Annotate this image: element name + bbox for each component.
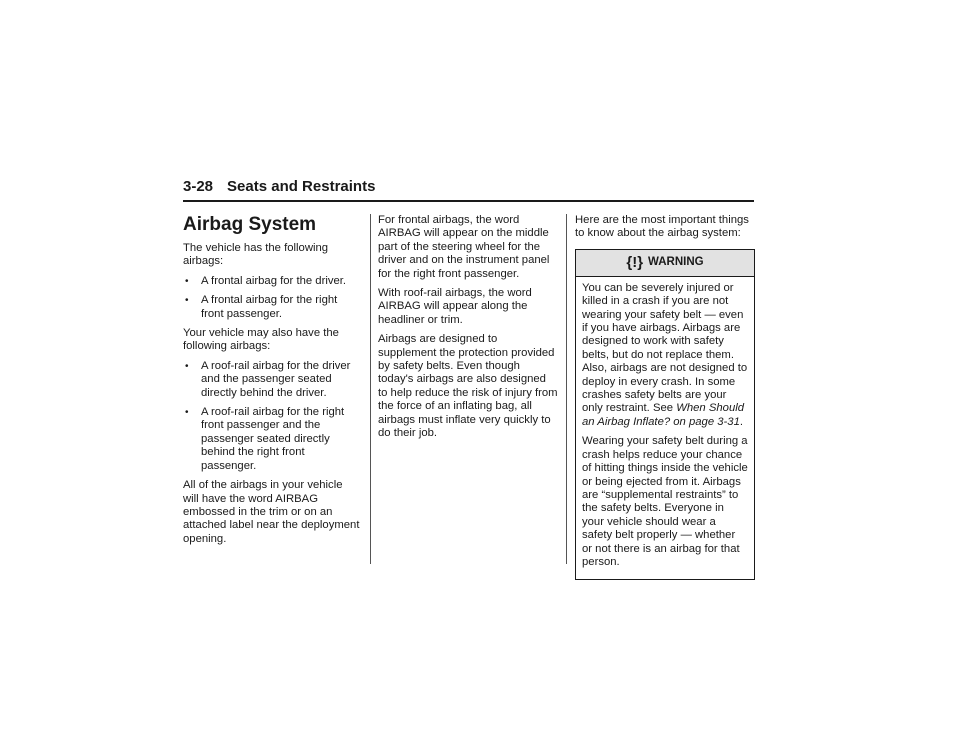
page-number: 3-28 bbox=[183, 178, 214, 195]
warning-paragraph: Wearing your safety belt during a crash helps reduce your chance of hitting things inside the vehicle or being ejected from it. Airbags are “supplemental restraints” to the safety belts. Everyone in your vehicle should wear a safety belt properly — whether or not there is an airbag for that person. bbox=[582, 435, 748, 568]
paragraph: Airbags are designed to supplement the protection provided by safety belts. Even though today's airbags are also designed to help reduce the risk of injury from the force of an inflating bag, all airbags must inflate very quickly to do their job. bbox=[378, 333, 558, 440]
column-divider-2 bbox=[566, 214, 567, 564]
warning-icon: {!} bbox=[626, 254, 644, 272]
list-item: • A frontal airbag for the right front passenger. bbox=[185, 294, 338, 320]
airbag-list bbox=[183, 275, 361, 321]
page-header bbox=[183, 178, 754, 202]
bullet-icon: • bbox=[185, 295, 189, 307]
column-3 bbox=[575, 214, 755, 580]
column-2 bbox=[378, 214, 558, 447]
closing-paragraph: All of the airbags in your vehicle will have the word AIRBAG embossed in the trim or on an attached label near the deployment opening. bbox=[183, 479, 360, 545]
list-item: • A frontal airbag for the driver. bbox=[185, 274, 347, 287]
intro-text: Here are the most important things to know about the airbag system: bbox=[575, 214, 749, 240]
warning-header bbox=[576, 250, 754, 277]
intro-text: The vehicle has the following airbags: bbox=[183, 242, 329, 268]
list-item: • A roof-rail airbag for the driver and the passenger seated directly behind the driver. bbox=[185, 359, 351, 399]
bullet-icon: • bbox=[185, 407, 189, 419]
list-item: • A roof-rail airbag for the right front passenger and the passenger seated directly behind the right front passenger. bbox=[185, 406, 345, 472]
warning-body bbox=[576, 277, 754, 580]
cross-reference-link[interactable]: When Should an Airbag Inflate? on page 3-31 bbox=[582, 402, 745, 428]
section-title: Seats and Restraints bbox=[227, 178, 376, 195]
bullet-icon: • bbox=[185, 360, 189, 372]
paragraph: For frontal airbags, the word AIRBAG will appear on the middle part of the steering wheel for the driver and on the instrument panel for the right front passenger. bbox=[378, 214, 550, 280]
column-1 bbox=[183, 214, 361, 552]
bullet-icon: • bbox=[185, 275, 189, 287]
warning-label: WARNING bbox=[648, 256, 704, 269]
section-heading: Airbag System bbox=[183, 214, 317, 235]
column-divider-1 bbox=[370, 214, 371, 564]
warning-paragraph: You can be severely injured or killed in a crash if you are not wearing your safety belt — even if you have airbags. Airbags are designed to work with safety belts, but do not replace them. Also, airbags are not designed to deploy in every crash. In some crashes safety belts are your only restraint. See When Should an Airbag Inflate? on page 3-31. bbox=[582, 281, 748, 428]
paragraph: With roof-rail airbags, the word AIRBAG will appear along the headliner or trim. bbox=[378, 287, 532, 326]
optional-airbag-list bbox=[183, 360, 361, 473]
warning-box bbox=[575, 249, 755, 581]
intro-text-2: Your vehicle may also have the following airbags: bbox=[183, 327, 339, 353]
